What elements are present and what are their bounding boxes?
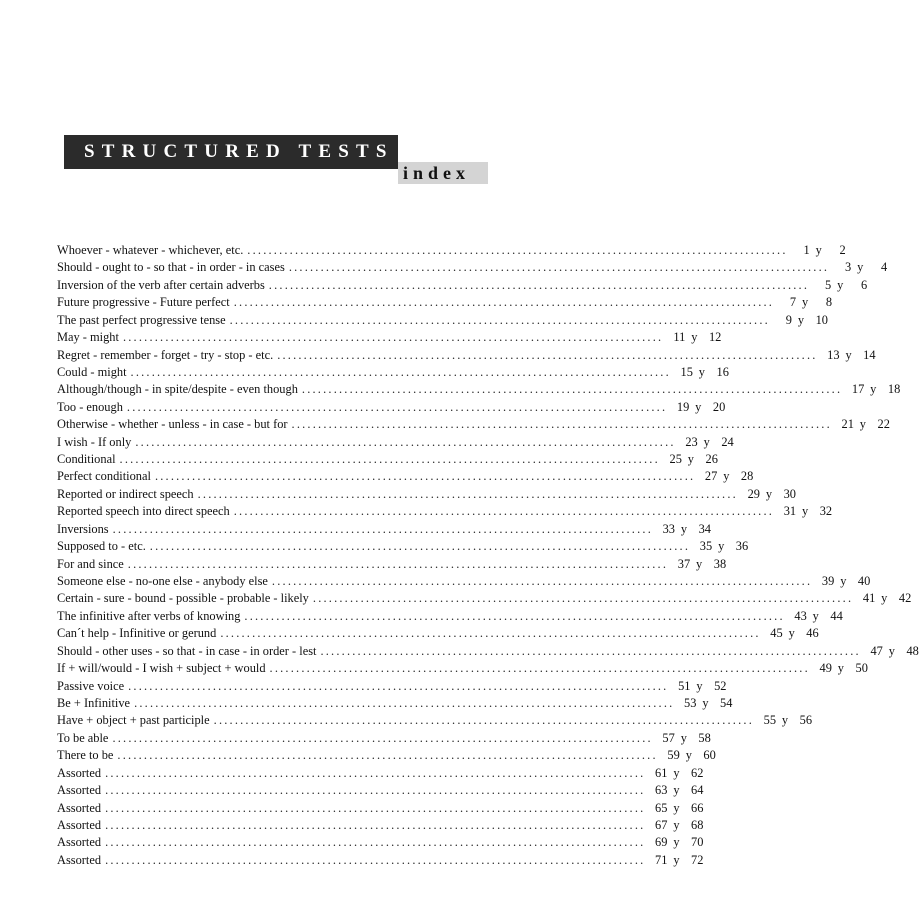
entry-topic: Perfect conditional — [57, 469, 151, 484]
index-entry — [57, 643, 919, 660]
entry-pages — [676, 434, 734, 451]
entry-topic: Reported speech into direct speech — [57, 504, 230, 519]
entry-pages — [853, 590, 911, 607]
index-entry — [57, 503, 833, 520]
dot-leader: ...................................................................................................... — [288, 260, 830, 275]
page-first: 53 — [684, 695, 697, 710]
page-separator: y — [673, 783, 680, 798]
page-first: 37 — [677, 556, 691, 571]
page-first: 61 — [655, 765, 668, 780]
entry-topic: Be + Infinitive — [57, 695, 131, 710]
dot-leader: ...................................................................................................... — [244, 608, 785, 623]
dot-leader: ...................................................................................................... — [247, 243, 788, 257]
page-separator: y — [695, 399, 702, 414]
entry-pages — [785, 608, 843, 625]
entry-topic: Too - enough — [57, 399, 123, 414]
entry-pages — [668, 556, 726, 573]
page-separator: y — [723, 469, 730, 484]
entry-pages — [690, 538, 748, 555]
entry-pages — [645, 852, 703, 869]
page-separator: y — [837, 661, 844, 676]
dot-leader: ...................................................................................................... — [105, 800, 646, 815]
entry-topic: To be able — [57, 730, 109, 745]
page-second: 16 — [716, 364, 729, 379]
page-second: 56 — [799, 713, 813, 728]
entry-topic: There to be — [57, 748, 114, 763]
entry-topic: Otherwise - whether - unless - in case - but for — [57, 417, 288, 432]
dot-leader: ...................................................................................................... — [197, 486, 738, 501]
page-second: 62 — [691, 765, 704, 780]
page-second: 70 — [691, 835, 704, 850]
index-entry — [57, 521, 711, 538]
entry-topic: Certain - sure - bound - possible - probable - likely — [57, 591, 309, 606]
page-second: 30 — [783, 486, 796, 501]
entry-pages — [842, 381, 900, 398]
entry-topic: Passive voice — [57, 678, 125, 693]
page-separator: y — [691, 330, 698, 345]
page-first: 55 — [763, 713, 777, 728]
index-entry — [57, 660, 868, 677]
page-separator: y — [801, 504, 809, 519]
page-first: 27 — [704, 469, 718, 484]
dot-leader: ...................................................................................................... — [119, 452, 660, 467]
entry-pages — [645, 765, 703, 782]
page-first: 65 — [655, 800, 668, 815]
page-first: 49 — [819, 661, 832, 676]
page-first: 47 — [870, 643, 883, 658]
page-second: 8 — [825, 295, 833, 310]
page-separator: y — [702, 695, 709, 710]
dot-leader: ...................................................................................................... — [126, 399, 668, 414]
entry-pages — [761, 625, 819, 642]
dot-leader: ...................................................................................................... — [233, 504, 775, 519]
page-second: 28 — [740, 469, 754, 484]
page-second: 10 — [815, 312, 828, 327]
page-second: 50 — [855, 661, 868, 676]
index-label: index — [398, 162, 488, 184]
page-separator: y — [859, 417, 866, 432]
page-separator: y — [837, 277, 844, 292]
index-entry — [57, 294, 833, 311]
page-first: 17 — [851, 382, 865, 397]
entry-topic: Should - other uses - so that - in case - in order - lest — [57, 643, 317, 658]
dot-leader: ...................................................................................................... — [277, 347, 818, 362]
dot-leader: ...................................................................................................... — [291, 417, 832, 432]
index-entry — [57, 399, 726, 416]
page-second: 22 — [877, 417, 890, 432]
dot-leader: ...................................................................................................... — [105, 817, 646, 832]
index-entry — [57, 834, 704, 851]
page-separator: y — [888, 643, 895, 658]
page-first: 69 — [655, 835, 668, 850]
page-separator: y — [840, 574, 847, 589]
page-separator: y — [673, 852, 680, 867]
entry-topic: Assorted — [57, 800, 102, 815]
dot-leader: ...................................................................................................... — [271, 574, 813, 589]
entry-pages — [667, 399, 725, 416]
page-first: 67 — [655, 817, 668, 832]
page-first: 59 — [667, 748, 680, 763]
page-first: 51 — [678, 678, 691, 693]
index-entry — [57, 730, 711, 747]
page-first: 3 — [844, 260, 852, 275]
entry-topic: Conditional — [57, 452, 116, 467]
entry-topic: Assorted — [57, 852, 102, 867]
entry-pages — [810, 660, 868, 677]
entry-pages — [668, 678, 726, 695]
entry-pages — [653, 521, 711, 538]
page-separator: y — [718, 539, 725, 554]
page-first: 43 — [794, 608, 807, 623]
entry-pages — [774, 294, 832, 311]
entry-topic: Inversions — [57, 521, 109, 536]
page-first: 7 — [789, 295, 797, 310]
index-entry — [57, 486, 796, 503]
page-second: 18 — [887, 382, 901, 397]
page-first: 13 — [827, 347, 840, 362]
entry-pages — [663, 329, 721, 346]
page-first: 23 — [685, 434, 698, 449]
index-entry — [57, 242, 846, 259]
entry-pages — [788, 242, 846, 259]
entry-topic: Should - ought to - so that - in order - in cases — [57, 260, 285, 275]
page-second: 52 — [714, 678, 727, 693]
page-second: 48 — [906, 643, 919, 658]
page-separator: y — [680, 521, 688, 536]
page-second: 6 — [860, 277, 868, 292]
dot-leader: ...................................................................................................... — [135, 434, 676, 449]
dot-leader: ...................................................................................................... — [117, 748, 658, 763]
page-first: 71 — [655, 852, 668, 867]
index-entry — [57, 556, 727, 573]
entry-pages — [645, 800, 703, 817]
page-second: 46 — [806, 626, 819, 641]
index-entry — [57, 259, 888, 276]
page-second: 12 — [708, 330, 722, 345]
entry-pages — [861, 643, 919, 660]
entry-pages — [754, 712, 812, 729]
page-second: 64 — [691, 783, 704, 798]
page-first: 15 — [680, 364, 693, 379]
entry-topic: Someone else - no-one else - anybody else — [57, 574, 268, 589]
page-separator: y — [781, 713, 789, 728]
page-separator: y — [673, 835, 680, 850]
entry-topic: Assorted — [57, 783, 102, 798]
entry-pages — [695, 468, 753, 485]
entry-pages — [645, 834, 703, 851]
entry-topic: Inversion of the verb after certain adverbs — [57, 277, 265, 292]
section-title: STRUCTURED TESTS — [64, 135, 398, 169]
index-entry — [57, 765, 704, 782]
page-separator: y — [765, 486, 773, 501]
page-separator: y — [815, 243, 822, 257]
page-first: 41 — [862, 591, 876, 606]
page-second: 42 — [898, 591, 912, 606]
dot-leader: ...................................................................................................... — [154, 469, 696, 484]
entry-pages — [832, 416, 890, 433]
index-entry — [57, 608, 843, 625]
index-entry — [57, 312, 828, 329]
index-entry — [57, 573, 871, 590]
index-entry — [57, 451, 718, 468]
index-entry — [57, 364, 729, 381]
entry-pages — [653, 730, 711, 747]
entry-pages — [671, 364, 729, 381]
entry-topic: Assorted — [57, 835, 102, 850]
dot-leader: ...................................................................................................... — [320, 643, 861, 658]
entry-pages — [645, 817, 703, 834]
entry-topic: If + will/would - I wish + subject + would — [57, 661, 266, 676]
entry-topic: For and since — [57, 556, 124, 571]
page-separator: y — [673, 817, 680, 832]
page-separator: y — [680, 730, 687, 745]
page-first: 35 — [699, 539, 713, 554]
entry-topic: Can´t help - Infinitive or gerund — [57, 626, 217, 641]
entry-topic: Whoever - whatever - whichever, etc. — [57, 243, 244, 257]
entry-pages — [774, 503, 832, 520]
page-first: 9 — [785, 312, 792, 327]
index-entry — [57, 625, 819, 642]
index-entry — [57, 590, 912, 607]
page-second: 54 — [720, 695, 733, 710]
dot-leader: ...................................................................................................... — [229, 312, 770, 327]
dot-leader: ...................................................................................................... — [220, 626, 761, 641]
index-entry — [57, 695, 733, 712]
index-list — [57, 242, 919, 869]
index-entry — [57, 434, 734, 451]
page-first: 63 — [655, 783, 668, 798]
dot-leader: ...................................................................................................... — [130, 364, 671, 379]
page-second: 68 — [691, 817, 704, 832]
entry-pages — [809, 277, 867, 294]
dot-leader: ...................................................................................................... — [134, 695, 675, 710]
page-second: 40 — [857, 574, 871, 589]
entry-topic: Reported or indirect speech — [57, 486, 194, 501]
page-first: 29 — [747, 486, 760, 501]
page-first: 45 — [770, 626, 783, 641]
page-first: 33 — [662, 521, 675, 536]
page-separator: y — [673, 800, 680, 815]
page-second: 66 — [691, 800, 704, 815]
entry-pages — [738, 486, 796, 503]
entry-topic: Have + object + past participle — [57, 713, 210, 728]
index-entry — [57, 782, 704, 799]
page-separator: y — [797, 312, 805, 327]
page-separator: y — [673, 765, 680, 780]
dot-leader: ...................................................................................................... — [233, 295, 775, 310]
page-separator: y — [696, 678, 703, 693]
page-separator: y — [698, 364, 705, 379]
index-entry — [57, 538, 749, 555]
page-second: 36 — [735, 539, 749, 554]
entry-topic: Although/though - in spite/despite - even though — [57, 382, 298, 397]
page-separator: y — [685, 748, 692, 763]
entry-pages — [658, 747, 716, 764]
page-second: 24 — [721, 434, 734, 449]
page-first: 57 — [662, 730, 675, 745]
page-separator: y — [703, 434, 710, 449]
dot-leader: ...................................................................................................... — [105, 765, 646, 780]
page-first: 19 — [676, 399, 690, 414]
dot-leader: ...................................................................................................... — [301, 382, 843, 397]
dot-leader: ...................................................................................................... — [112, 521, 653, 536]
index-entry — [57, 381, 901, 398]
entry-topic: Could - might — [57, 364, 127, 379]
page-second: 26 — [705, 452, 718, 467]
index-entry — [57, 678, 727, 695]
dot-leader: ...................................................................................................... — [312, 591, 854, 606]
dot-leader: ...................................................................................................... — [105, 783, 646, 798]
page-second: 4 — [880, 260, 888, 275]
entry-topic: Future progressive - Future perfect — [57, 295, 230, 310]
index-entry — [57, 468, 754, 485]
dot-leader: ...................................................................................................... — [112, 730, 653, 745]
page-separator: y — [881, 591, 888, 606]
entry-topic: The past perfect progressive tense — [57, 312, 226, 327]
dot-leader: ...................................................................................................... — [149, 539, 691, 554]
entry-topic: Supposed to - etc. — [57, 539, 146, 554]
page-first: 1 — [803, 243, 810, 257]
page-second: 32 — [819, 504, 833, 519]
page-second: 58 — [698, 730, 711, 745]
index-entry — [57, 416, 890, 433]
page-second: 14 — [863, 347, 876, 362]
entry-topic: Assorted — [57, 765, 102, 780]
page-separator: y — [696, 556, 703, 571]
index-entry — [57, 747, 716, 764]
index-entry — [57, 712, 813, 729]
page-separator: y — [802, 295, 809, 310]
page-second: 44 — [830, 608, 843, 623]
page-first: 39 — [821, 574, 835, 589]
entry-topic: I wish - If only — [57, 434, 132, 449]
index-entry — [57, 277, 868, 294]
dot-leader: ...................................................................................................... — [268, 277, 810, 292]
entry-topic: Regret - remember - forget - try - stop - etc. — [57, 347, 274, 362]
entry-pages — [770, 312, 828, 329]
page-first: 25 — [669, 452, 682, 467]
index-entry — [57, 329, 722, 346]
dot-leader: ...................................................................................................... — [128, 678, 669, 693]
page-second: 38 — [713, 556, 727, 571]
page-separator: y — [812, 608, 819, 623]
index-entry — [57, 347, 876, 364]
entry-pages — [674, 695, 732, 712]
entry-pages — [812, 573, 870, 590]
entry-pages — [818, 347, 876, 364]
index-entry — [57, 817, 704, 834]
index-entry — [57, 852, 704, 869]
page-second: 20 — [712, 399, 726, 414]
index-entry — [57, 800, 704, 817]
entry-topic: May - might — [57, 330, 119, 345]
dot-leader: ...................................................................................................... — [105, 852, 646, 867]
dot-leader: ...................................................................................................... — [269, 661, 810, 676]
page-first: 21 — [841, 417, 854, 432]
page-first: 31 — [783, 504, 797, 519]
entry-pages — [660, 451, 718, 468]
page-separator: y — [870, 382, 877, 397]
entry-pages — [829, 259, 887, 276]
page-second: 34 — [698, 521, 711, 536]
page-separator: y — [687, 452, 694, 467]
entry-topic: The infinitive after verbs of knowing — [57, 608, 241, 623]
dot-leader: ...................................................................................................... — [122, 330, 664, 345]
page-second: 72 — [691, 852, 704, 867]
page-separator: y — [788, 626, 795, 641]
page-separator: y — [857, 260, 864, 275]
page-second: 2 — [839, 243, 846, 257]
page-second: 60 — [703, 748, 716, 763]
page-separator: y — [845, 347, 852, 362]
entry-pages — [645, 782, 703, 799]
page-first: 5 — [824, 277, 832, 292]
dot-leader: ...................................................................................................... — [213, 713, 755, 728]
dot-leader: ...................................................................................................... — [127, 556, 669, 571]
entry-topic: Assorted — [57, 817, 102, 832]
dot-leader: ...................................................................................................... — [105, 835, 646, 850]
page-first: 11 — [673, 330, 686, 345]
